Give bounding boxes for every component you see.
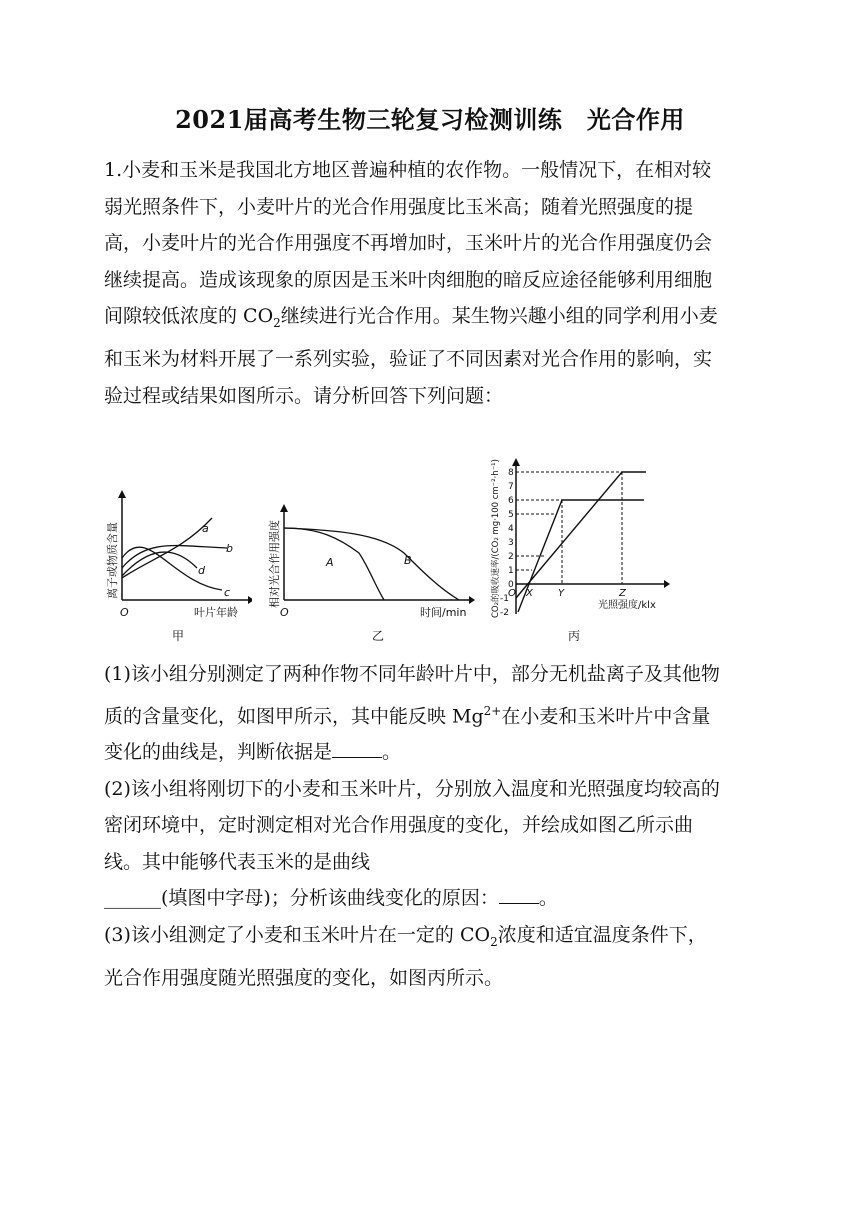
intro-line: 弱光照条件下，小麦叶片的光合作用强度比玉米高；随着光照强度的提 (104, 195, 694, 218)
curve-a-upper (284, 528, 384, 600)
q2-line: ______(填图中字母)；分析该曲线变化的原因： 。 (104, 887, 558, 910)
questions (104, 656, 756, 997)
y-axis-label: 相对光合作用强度 (268, 520, 281, 608)
line-shallow (516, 472, 646, 598)
origin-label: O (120, 606, 129, 619)
figure-caption: 乙 (372, 629, 385, 643)
answer-blank[interactable] (499, 885, 539, 904)
q2-line: 线。其中能够代表玉米的是曲线 (104, 850, 371, 873)
intro-line: 和玉米为材料开展了一系列实验，验证了不同因素对光合作用的影响，实 (104, 348, 713, 371)
q3-line: (3)该小组测定了小麦和玉米叶片在一定的 $CO_2$浓度和适宜温度条件下， (104, 923, 707, 949)
y-tick: 2 (508, 552, 514, 562)
figure-caption: 丙 (568, 629, 581, 643)
q1-line: 变化的曲线是，判断依据是 。 (104, 741, 402, 764)
q2-line: (2)该小组将刚切下的小麦和玉米叶片，分别放入温度和光照强度均较高的 (104, 777, 720, 800)
curve-b (122, 546, 227, 568)
origin-label: O (280, 606, 289, 619)
y-tick: 3 (508, 538, 514, 548)
q1-line: 质的含量变化，如图甲所示，其中能反映 $Mg^{2+}$在小麦和玉米叶片中含量 (104, 703, 711, 727)
curve-b-upper (284, 528, 459, 600)
question-intro (104, 152, 756, 414)
y-axis-label: 离子或物质含量 (106, 522, 119, 599)
curve-label-a: a (202, 522, 209, 535)
curve-label-d: d (198, 564, 205, 577)
y-tick: 7 (508, 482, 514, 492)
x-tick-Z: Z (619, 588, 626, 599)
y-tick: 5 (508, 510, 514, 520)
y-tick: -1 (500, 594, 509, 604)
figure-yi (264, 428, 478, 646)
q2-line: 密闭环境中，定时测定相对光合作用强度的变化，并绘成如图乙所示曲 (104, 814, 694, 837)
intro-line: 1.小麦和玉米是我国北方地区普遍种植的农作物。一般情况下，在相对较 (104, 159, 712, 181)
y-tick: 6 (508, 496, 514, 506)
x-axis-label: 光照强度/klx (598, 600, 656, 611)
y-axis-label: CO₂的吸收速率/(CO₂ mg·100 cm⁻²·h⁻¹) (491, 459, 501, 618)
x-axis-label: 时间/min (420, 606, 467, 619)
figures (102, 428, 672, 646)
x-axis-label: 叶片年龄 (194, 606, 238, 619)
curve-label-b: b (226, 542, 233, 555)
intro-line: 继续提高。造成该现象的原因是玉米叶肉细胞的暗反应途径能够利用细胞 (104, 268, 713, 291)
q3-line: 光合作用强度随光照强度的变化，如图丙所示。 (104, 967, 504, 990)
curve-label-A: A (326, 556, 334, 569)
q1-line: (1)该小组分别测定了两种作物不同年龄叶片中，部分无机盐离子及其他物 (104, 663, 720, 685)
answer-blank[interactable] (332, 739, 382, 758)
page-title: 2021届高考生物三轮复习检测训练 光合作用 (175, 105, 685, 134)
y-tick: 1 (508, 566, 514, 576)
x-tick-X: X (526, 588, 533, 599)
y-tick: 4 (508, 524, 514, 534)
x-tick-Y: Y (558, 588, 565, 599)
curve-label-c: c (224, 586, 231, 599)
y-tick: 8 (508, 468, 514, 478)
intro-line: 高，小麦叶片的光合作用强度不再增加时，玉米叶片的光合作用强度仍会 (104, 232, 713, 254)
origin-label: O (508, 588, 516, 599)
y-tick: 0 (508, 580, 514, 590)
y-tick: -2 (500, 608, 509, 618)
intro-line: 间隙较低浓度的 $CO_2$继续进行光合作用。某生物兴趣小组的同学利用小麦 (104, 305, 718, 330)
curve-label-B: B (404, 554, 412, 567)
intro-line: 验过程或结果如图所示。请分析回答下列问题： (104, 384, 504, 407)
figure-bing (486, 428, 672, 646)
figure-jia (102, 428, 252, 646)
figure-caption: 甲 (172, 629, 185, 643)
